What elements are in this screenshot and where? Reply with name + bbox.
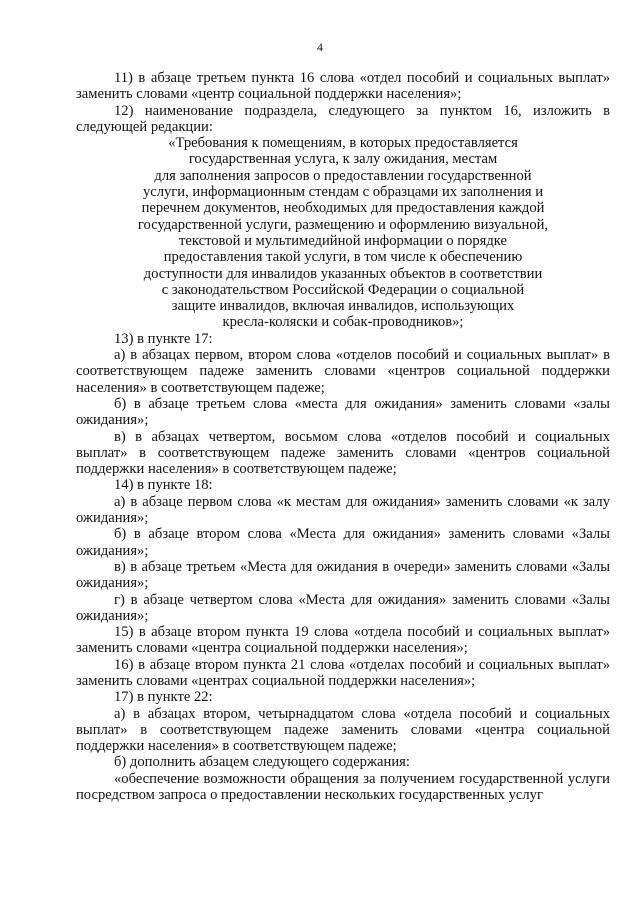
paragraph-subitem: а) в абзаце первом слова «к местам для ожидания» заменить словами «к залу ожидания»; bbox=[76, 493, 610, 527]
subsection-title-line: услуги, информационным стендам с образцами их заполнения и bbox=[142, 184, 544, 201]
subsection-title-line: предоставления такой услуги, в том числе к обеспечению bbox=[163, 249, 523, 266]
subsection-title-line: «Требования к помещениям, в которых предоставляется bbox=[168, 135, 518, 152]
subsection-title-line: доступности для инвалидов указанных объектов в соответствии bbox=[143, 265, 543, 282]
paragraph-item-14: 14) в пункте 18: bbox=[114, 477, 213, 494]
paragraph-subitem: б) в абзаце третьем слова «места для ожидания» заменить словами «залы ожидания»; bbox=[76, 395, 610, 429]
paragraph-subitem: б) дополнить абзацем следующего содержания: bbox=[114, 754, 410, 771]
subsection-title-line: государственная услуга, к залу ожидания, местам bbox=[188, 151, 498, 168]
paragraph-subitem: б) в абзаце втором слова «Места для ожидания» заменить словами «Залы ожидания»; bbox=[76, 526, 610, 559]
subsection-title-line: перечнем документов, необходимых для предоставления каждой bbox=[141, 200, 545, 217]
subsection-title-line: текстовой и мультимедийной информации о порядке bbox=[179, 232, 507, 249]
subsection-title-line: защите инвалидов, включая инвалидов, использующих bbox=[171, 298, 515, 315]
subsection-title-block bbox=[76, 135, 610, 331]
paragraph-subitem: г) в абзаце четвертом слова «Места для ожидания» заменить словами «Залы ожидания»; bbox=[76, 591, 610, 624]
page-number: 4 bbox=[317, 40, 323, 54]
paragraph-item-15: 15) в абзаце втором пункта 19 слова «отдела пособий и социальных выплат» заменить словами «центра социальной поддержки населения»; bbox=[76, 624, 610, 657]
paragraph-subitem: а) в абзацах первом, втором слова «отделов пособий и социальных выплат» в соответствующем падеже заменить словами «центров социальной поддержки населения» в соответствующем падеже; bbox=[76, 347, 610, 396]
paragraph-subitem: в) в абзацах четвертом, восьмом слова «отделов пособий и социальных выплат» в соответствующем падеже заменить словами «центров социальной поддержки населения» в соответствующем падеже; bbox=[76, 428, 610, 478]
paragraph-quote: «обеспечение возможности обращения за получением государственной услуги посредством запроса о предоставлении нескольких государственных услуг bbox=[76, 770, 610, 804]
paragraph-subitem: в) в абзаце третьем «Места для ожидания в очереди» заменить словами «Залы ожидания»; bbox=[76, 558, 610, 592]
subsection-title-line: кресла-коляски и собак-проводников»; bbox=[222, 314, 464, 331]
paragraph-item-16: 16) в абзаце втором пункта 21 слова «отделах пособий и социальных выплат» заменить словами «центрах социальной поддержки населения»; bbox=[76, 656, 610, 689]
subsection-title-line: государственной услуги, размещению и оформлению визуальной, bbox=[137, 216, 549, 233]
subsection-title-line: с законодательством Российской Федерации о социальной bbox=[161, 281, 525, 298]
document-body bbox=[76, 70, 610, 803]
paragraph-item-12: 12) наименование подраздела, следующего за пунктом 16, изложить в следующей редакции: bbox=[76, 102, 610, 135]
paragraph-item-11: 11) в абзаце третьем пункта 16 слова «отдел пособий и социальных выплат» заменить словами «центр социальной поддержки населения»; bbox=[76, 70, 610, 103]
subsection-title-line: для заполнения запросов о предоставлении государственной bbox=[154, 167, 532, 184]
paragraph-item-17: 17) в пункте 22: bbox=[114, 689, 213, 706]
paragraph-subitem: а) в абзацах втором, четырнадцатом слова «отдела пособий и социальных выплат» в соответствующем падеже заменить словами «центра социальной поддержки населения» в соответствующем падеже; bbox=[76, 705, 610, 755]
paragraph-item-13: 13) в пункте 17: bbox=[114, 330, 213, 347]
